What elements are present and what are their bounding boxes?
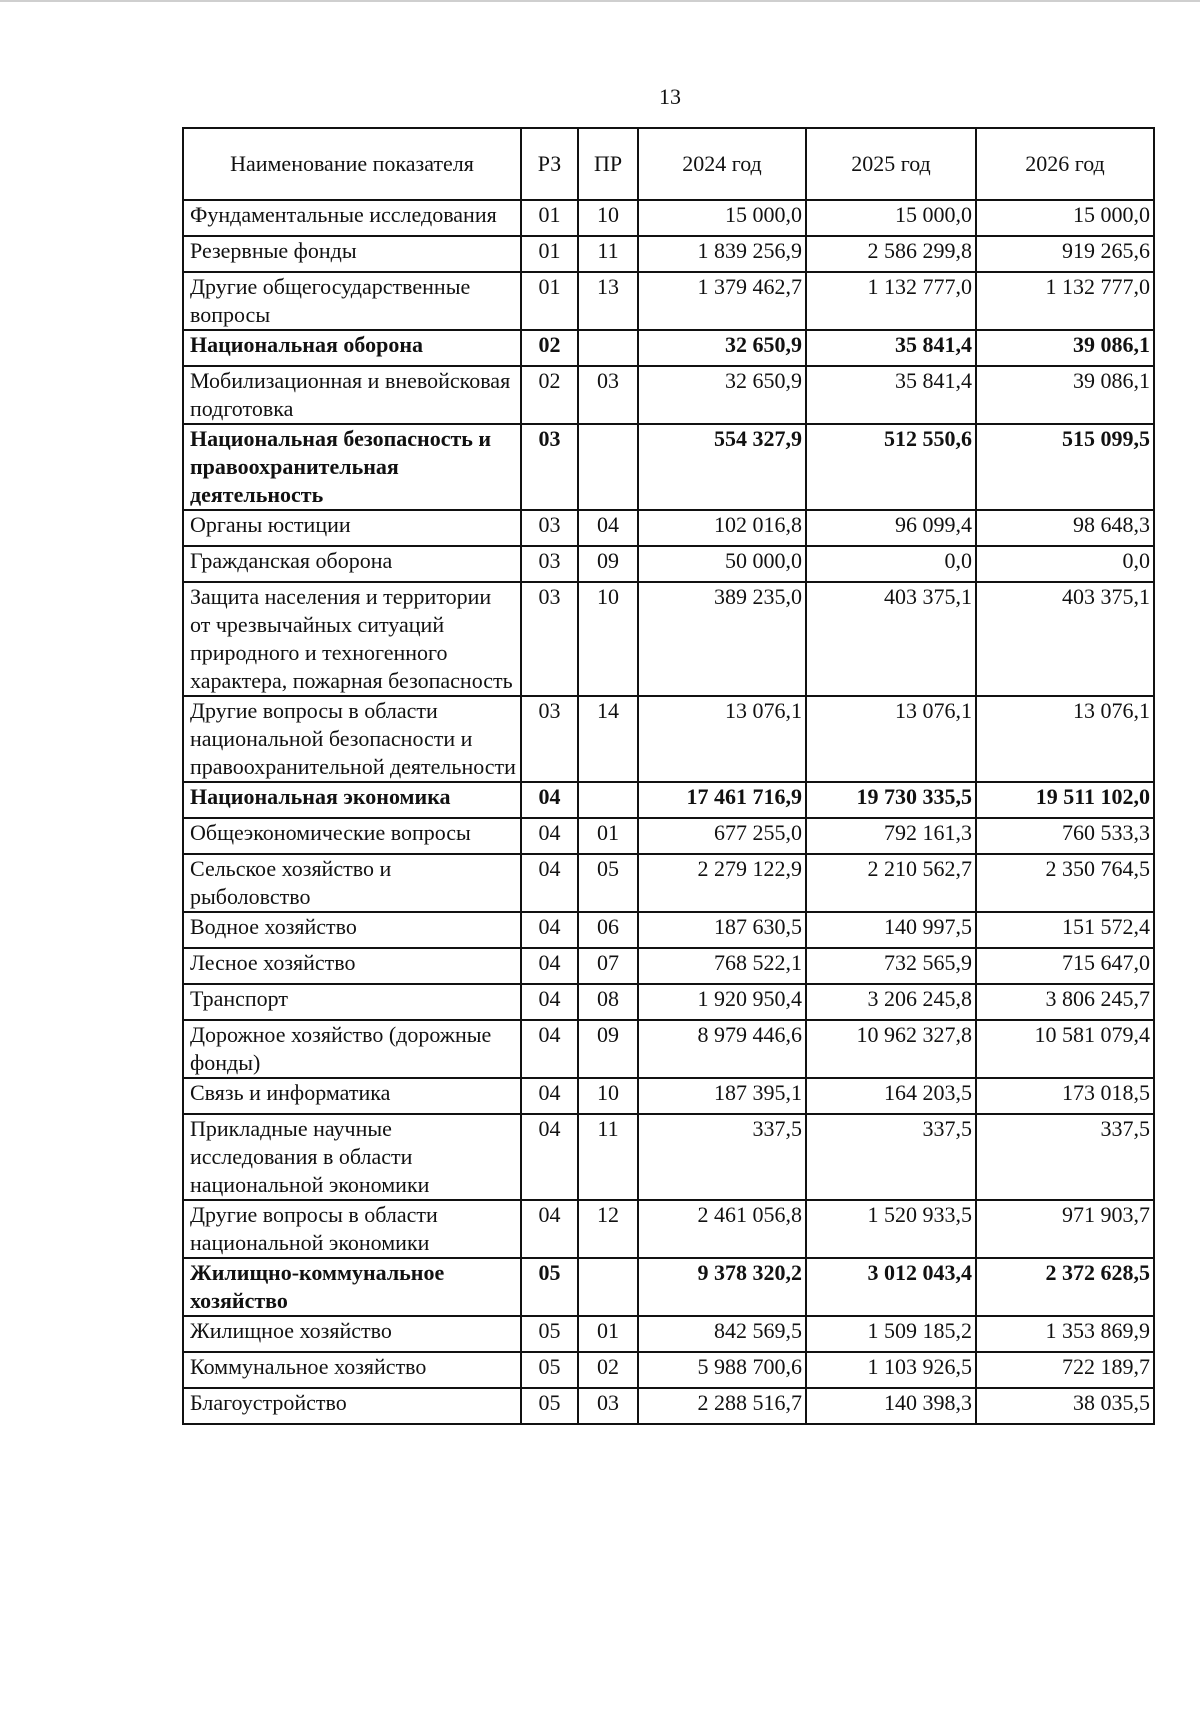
table-row	[183, 696, 1154, 782]
cell-2025: 1 520 933,5	[806, 1200, 976, 1258]
cell-2024: 5 988 700,6	[638, 1352, 806, 1388]
cell-rz: 04	[521, 1078, 578, 1114]
cell-indicator-name: Водное хозяйство	[183, 912, 521, 948]
cell-2026: 0,0	[976, 546, 1154, 582]
cell-pr	[578, 330, 638, 366]
table-row	[183, 1352, 1154, 1388]
table-row	[183, 510, 1154, 546]
cell-indicator-name: Общеэкономические вопросы	[183, 818, 521, 854]
cell-2025: 512 550,6	[806, 424, 976, 510]
table-row	[183, 818, 1154, 854]
cell-rz: 04	[521, 1114, 578, 1200]
cell-indicator-name: Национальная оборона	[183, 330, 521, 366]
cell-2026: 19 511 102,0	[976, 782, 1154, 818]
cell-pr	[578, 1258, 638, 1316]
cell-2025: 13 076,1	[806, 696, 976, 782]
cell-rz: 04	[521, 818, 578, 854]
cell-pr: 13	[578, 272, 638, 330]
cell-2024: 677 255,0	[638, 818, 806, 854]
cell-2024: 2 279 122,9	[638, 854, 806, 912]
cell-2025: 1 509 185,2	[806, 1316, 976, 1352]
cell-indicator-name: Жилищное хозяйство	[183, 1316, 521, 1352]
table-section-row	[183, 1258, 1154, 1316]
cell-indicator-name: Другие общегосударственные вопросы	[183, 272, 521, 330]
cell-pr: 11	[578, 1114, 638, 1200]
cell-rz: 03	[521, 424, 578, 510]
cell-2026: 515 099,5	[976, 424, 1154, 510]
cell-rz: 01	[521, 272, 578, 330]
table-header	[183, 128, 1154, 200]
cell-rz: 03	[521, 696, 578, 782]
cell-rz: 05	[521, 1388, 578, 1424]
cell-pr: 06	[578, 912, 638, 948]
cell-rz: 04	[521, 854, 578, 912]
table-row	[183, 948, 1154, 984]
table-section-row	[183, 330, 1154, 366]
cell-2025: 3 206 245,8	[806, 984, 976, 1020]
cell-2024: 32 650,9	[638, 330, 806, 366]
cell-2026: 173 018,5	[976, 1078, 1154, 1114]
table-row	[183, 912, 1154, 948]
cell-pr: 10	[578, 200, 638, 236]
cell-rz: 02	[521, 366, 578, 424]
cell-rz: 01	[521, 200, 578, 236]
cell-indicator-name: Благоустройство	[183, 1388, 521, 1424]
cell-2024: 2 288 516,7	[638, 1388, 806, 1424]
cell-pr	[578, 424, 638, 510]
cell-rz: 04	[521, 984, 578, 1020]
cell-2024: 15 000,0	[638, 200, 806, 236]
table-row	[183, 546, 1154, 582]
table-row	[183, 236, 1154, 272]
cell-2026: 1 132 777,0	[976, 272, 1154, 330]
cell-2026: 722 189,7	[976, 1352, 1154, 1388]
cell-indicator-name: Прикладные научные исследования в области национальной экономики	[183, 1114, 521, 1200]
cell-pr: 10	[578, 582, 638, 696]
cell-2026: 2 350 764,5	[976, 854, 1154, 912]
cell-indicator-name: Жилищно-коммунальное хозяйство	[183, 1258, 521, 1316]
cell-2025: 403 375,1	[806, 582, 976, 696]
cell-2025: 140 997,5	[806, 912, 976, 948]
cell-indicator-name: Другие вопросы в области национальной безопасности и правоохранительной деятельности	[183, 696, 521, 782]
cell-indicator-name: Гражданская оборона	[183, 546, 521, 582]
cell-rz: 05	[521, 1258, 578, 1316]
budget-table	[182, 127, 1155, 1425]
header-year-2026: 2026 год	[976, 128, 1154, 200]
cell-rz: 04	[521, 912, 578, 948]
cell-pr: 05	[578, 854, 638, 912]
table-row	[183, 854, 1154, 912]
cell-2024: 1 379 462,7	[638, 272, 806, 330]
cell-2024: 337,5	[638, 1114, 806, 1200]
table-section-row	[183, 424, 1154, 510]
cell-2024: 389 235,0	[638, 582, 806, 696]
cell-indicator-name: Сельское хозяйство и рыболовство	[183, 854, 521, 912]
cell-pr: 12	[578, 1200, 638, 1258]
cell-indicator-name: Лесное хозяйство	[183, 948, 521, 984]
cell-indicator-name: Мобилизационная и вневойсковая подготовка	[183, 366, 521, 424]
table-row	[183, 200, 1154, 236]
cell-2026: 760 533,3	[976, 818, 1154, 854]
cell-indicator-name: Дорожное хозяйство (дорожные фонды)	[183, 1020, 521, 1078]
cell-pr: 14	[578, 696, 638, 782]
cell-pr: 11	[578, 236, 638, 272]
cell-2025: 0,0	[806, 546, 976, 582]
cell-2025: 1 132 777,0	[806, 272, 976, 330]
cell-2024: 2 461 056,8	[638, 1200, 806, 1258]
cell-2024: 13 076,1	[638, 696, 806, 782]
cell-2026: 39 086,1	[976, 330, 1154, 366]
cell-rz: 05	[521, 1352, 578, 1388]
cell-2025: 732 565,9	[806, 948, 976, 984]
cell-indicator-name: Органы юстиции	[183, 510, 521, 546]
header-indicator-name: Наименование показателя	[183, 128, 521, 200]
cell-pr	[578, 782, 638, 818]
cell-pr: 07	[578, 948, 638, 984]
cell-indicator-name: Фундаментальные исследования	[183, 200, 521, 236]
table-row	[183, 366, 1154, 424]
cell-2025: 96 099,4	[806, 510, 976, 546]
cell-2024: 8 979 446,6	[638, 1020, 806, 1078]
cell-pr: 08	[578, 984, 638, 1020]
cell-2026: 13 076,1	[976, 696, 1154, 782]
cell-2025: 1 103 926,5	[806, 1352, 976, 1388]
cell-2026: 98 648,3	[976, 510, 1154, 546]
cell-indicator-name: Коммунальное хозяйство	[183, 1352, 521, 1388]
cell-2026: 337,5	[976, 1114, 1154, 1200]
cell-2025: 15 000,0	[806, 200, 976, 236]
cell-2026: 2 372 628,5	[976, 1258, 1154, 1316]
cell-2025: 3 012 043,4	[806, 1258, 976, 1316]
cell-pr: 09	[578, 546, 638, 582]
cell-2025: 164 203,5	[806, 1078, 976, 1114]
cell-rz: 01	[521, 236, 578, 272]
cell-indicator-name: Защита населения и территории от чрезвычайных ситуаций природного и техногенного характера, пожарная безопасность	[183, 582, 521, 696]
cell-pr: 01	[578, 1316, 638, 1352]
cell-2025: 19 730 335,5	[806, 782, 976, 818]
cell-pr: 01	[578, 818, 638, 854]
cell-rz: 04	[521, 1020, 578, 1078]
cell-rz: 04	[521, 948, 578, 984]
cell-pr: 02	[578, 1352, 638, 1388]
cell-2026: 39 086,1	[976, 366, 1154, 424]
cell-rz: 05	[521, 1316, 578, 1352]
cell-2024: 50 000,0	[638, 546, 806, 582]
header-row	[183, 128, 1154, 200]
cell-2026: 715 647,0	[976, 948, 1154, 984]
cell-pr: 04	[578, 510, 638, 546]
cell-2024: 187 630,5	[638, 912, 806, 948]
cell-2024: 187 395,1	[638, 1078, 806, 1114]
table-row	[183, 1388, 1154, 1424]
cell-2026: 403 375,1	[976, 582, 1154, 696]
header-pr: ПР	[578, 128, 638, 200]
cell-rz: 02	[521, 330, 578, 366]
cell-2026: 38 035,5	[976, 1388, 1154, 1424]
header-rz: РЗ	[521, 128, 578, 200]
cell-2026: 919 265,6	[976, 236, 1154, 272]
cell-2026: 971 903,7	[976, 1200, 1154, 1258]
table-row	[183, 1316, 1154, 1352]
cell-2024: 17 461 716,9	[638, 782, 806, 818]
table-row	[183, 1114, 1154, 1200]
cell-pr: 03	[578, 1388, 638, 1424]
table-section-row	[183, 782, 1154, 818]
cell-pr: 09	[578, 1020, 638, 1078]
cell-indicator-name: Национальная безопасность и правоохранительная деятельность	[183, 424, 521, 510]
table-row	[183, 1078, 1154, 1114]
cell-indicator-name: Резервные фонды	[183, 236, 521, 272]
cell-2024: 102 016,8	[638, 510, 806, 546]
cell-indicator-name: Национальная экономика	[183, 782, 521, 818]
cell-rz: 04	[521, 782, 578, 818]
cell-2025: 35 841,4	[806, 366, 976, 424]
cell-2024: 554 327,9	[638, 424, 806, 510]
cell-pr: 10	[578, 1078, 638, 1114]
cell-2024: 9 378 320,2	[638, 1258, 806, 1316]
cell-rz: 04	[521, 1200, 578, 1258]
cell-2024: 1 839 256,9	[638, 236, 806, 272]
cell-2025: 2 210 562,7	[806, 854, 976, 912]
cell-2024: 32 650,9	[638, 366, 806, 424]
cell-2025: 140 398,3	[806, 1388, 976, 1424]
cell-pr: 03	[578, 366, 638, 424]
page-top-edge	[0, 0, 1200, 2]
cell-2024: 842 569,5	[638, 1316, 806, 1352]
cell-2024: 768 522,1	[638, 948, 806, 984]
header-year-2025: 2025 год	[806, 128, 976, 200]
cell-2026: 10 581 079,4	[976, 1020, 1154, 1078]
table-row	[183, 1200, 1154, 1258]
cell-rz: 03	[521, 582, 578, 696]
cell-2026: 15 000,0	[976, 200, 1154, 236]
cell-2025: 2 586 299,8	[806, 236, 976, 272]
table-row	[183, 272, 1154, 330]
cell-2025: 10 962 327,8	[806, 1020, 976, 1078]
table-body	[183, 200, 1154, 1424]
cell-rz: 03	[521, 546, 578, 582]
cell-2026: 3 806 245,7	[976, 984, 1154, 1020]
cell-indicator-name: Другие вопросы в области национальной экономики	[183, 1200, 521, 1258]
cell-rz: 03	[521, 510, 578, 546]
cell-indicator-name: Связь и информатика	[183, 1078, 521, 1114]
cell-2026: 1 353 869,9	[976, 1316, 1154, 1352]
page-number: 13	[659, 84, 681, 109]
cell-indicator-name: Транспорт	[183, 984, 521, 1020]
cell-2025: 337,5	[806, 1114, 976, 1200]
cell-2025: 35 841,4	[806, 330, 976, 366]
table-row	[183, 984, 1154, 1020]
cell-2026: 151 572,4	[976, 912, 1154, 948]
table-row	[183, 582, 1154, 696]
header-year-2024: 2024 год	[638, 128, 806, 200]
cell-2025: 792 161,3	[806, 818, 976, 854]
table-row	[183, 1020, 1154, 1078]
cell-2024: 1 920 950,4	[638, 984, 806, 1020]
